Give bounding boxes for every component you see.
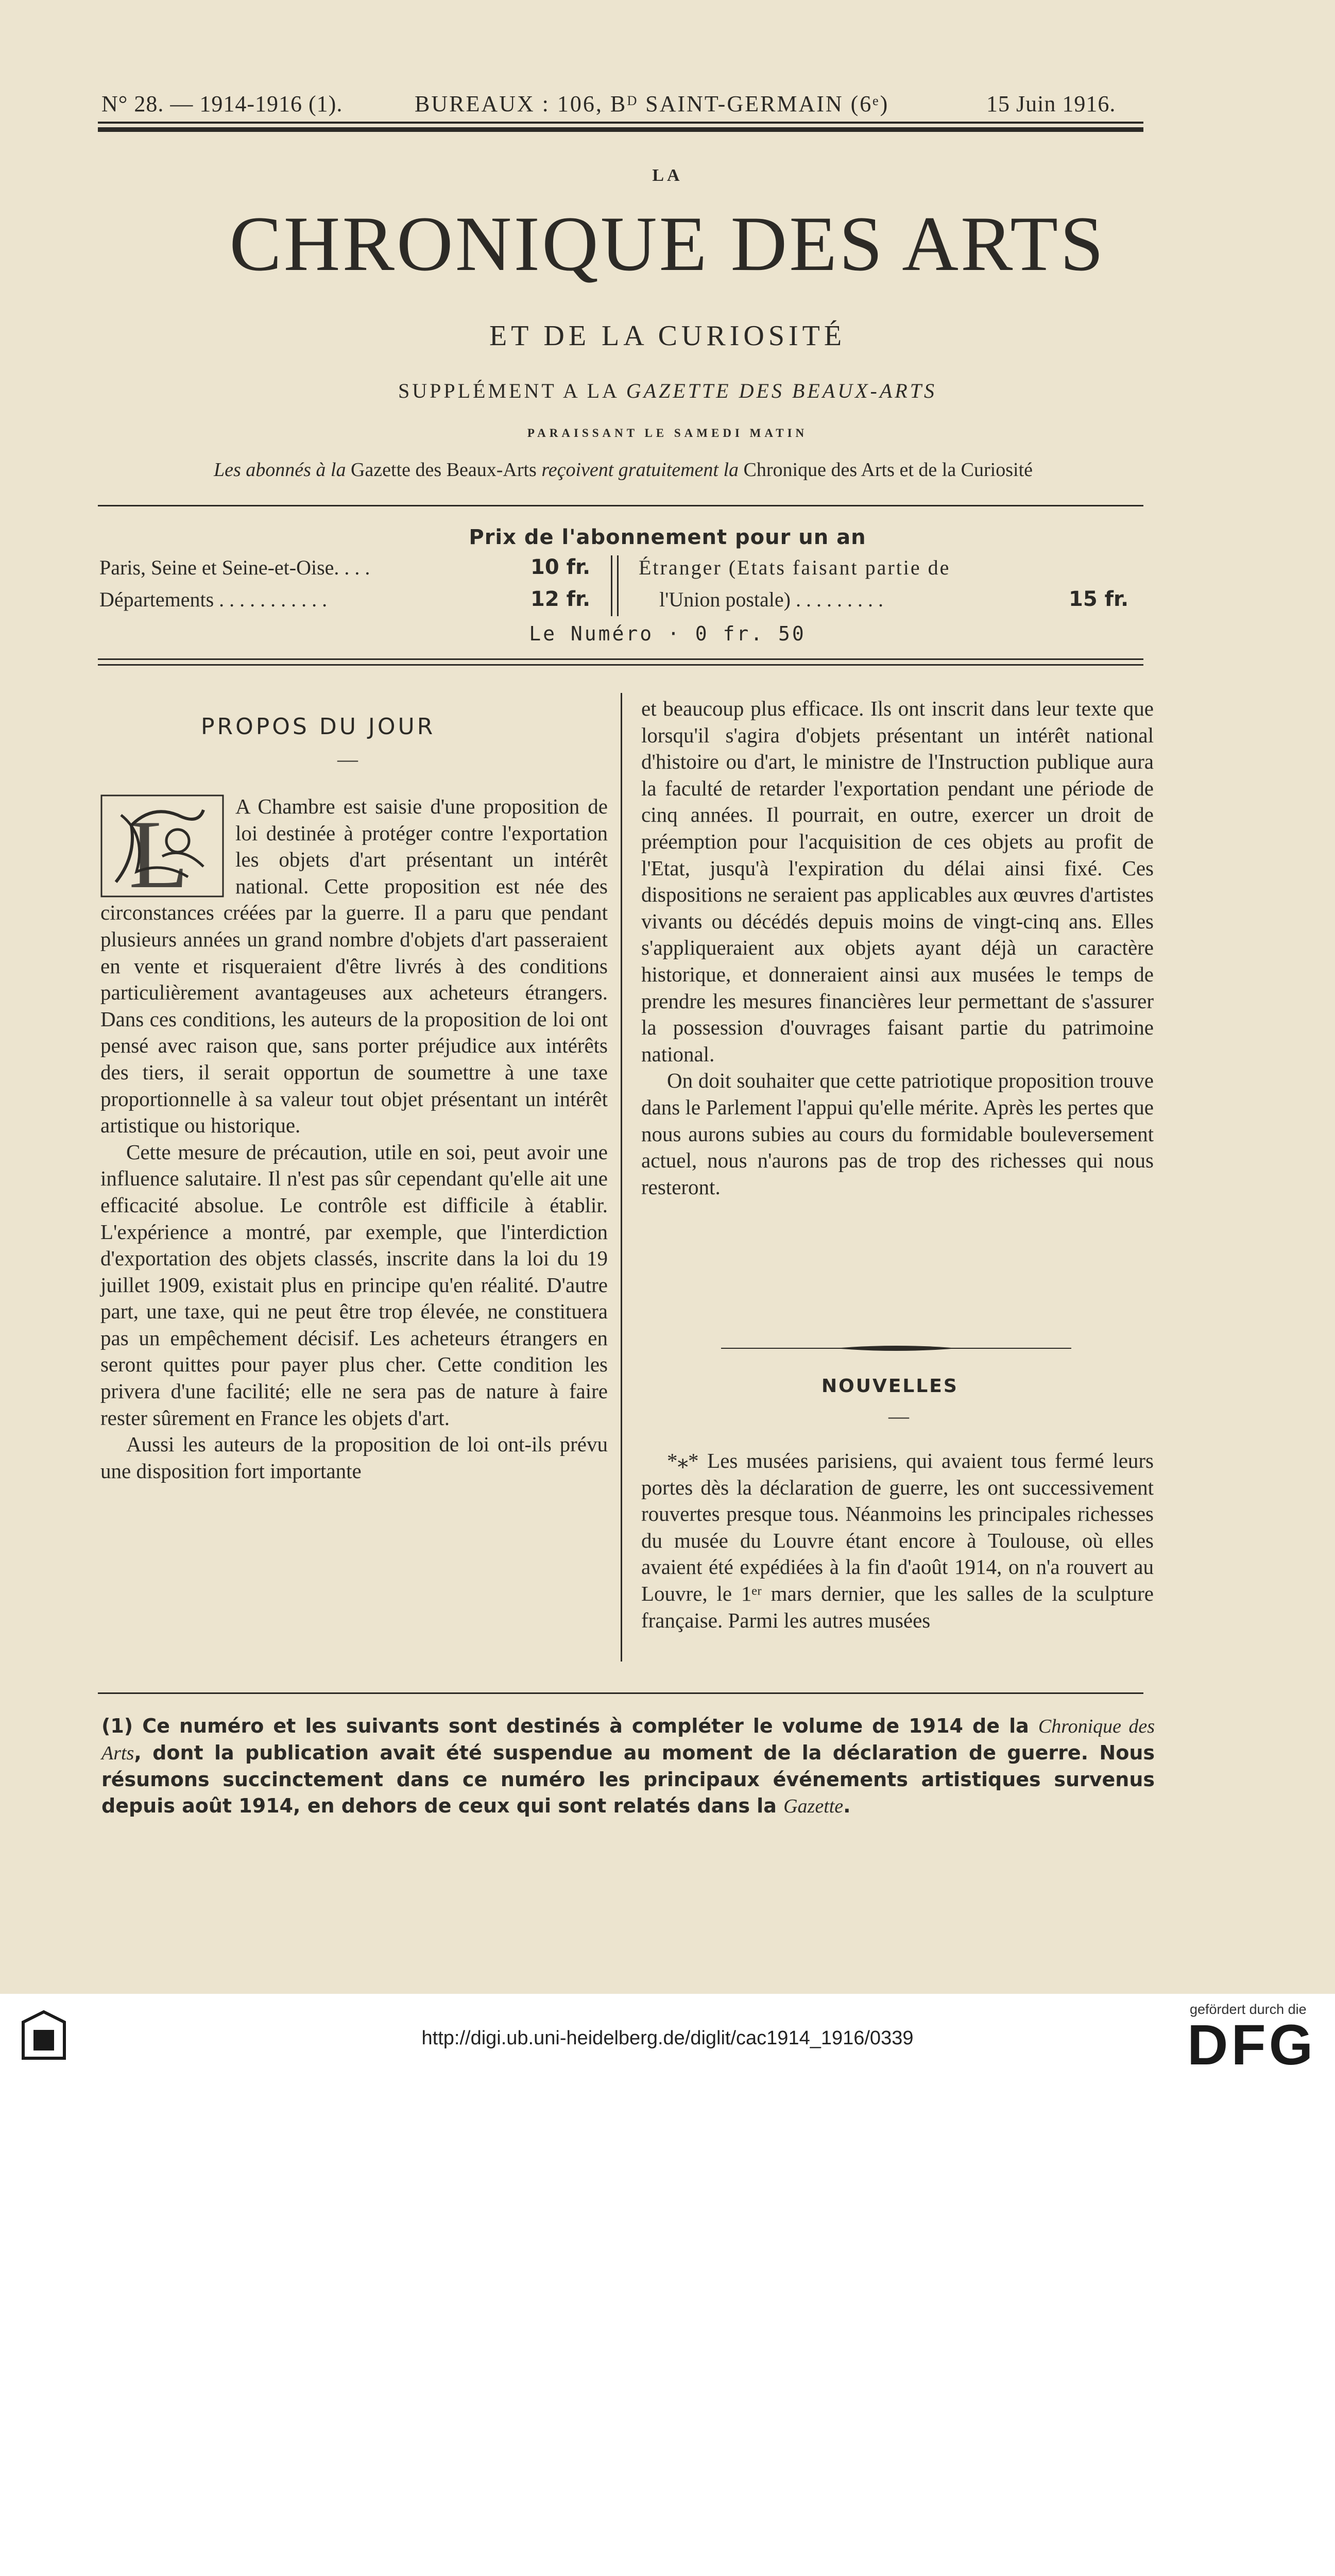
funding-caption: gefördert durch die	[1190, 2002, 1307, 2017]
subscription-etranger-line1: Étranger (Etats faisant partie de	[639, 556, 951, 579]
footnote-chronique: Chronique des Arts	[101, 1716, 1155, 1764]
subscription-etranger-label: l'Union postale) . . . . . . . . .	[659, 588, 883, 611]
propos-dash: —	[337, 748, 358, 771]
footnote-part-1: (1) Ce numéro et les suivants sont destinés à compléter le volume de 1914 de la	[101, 1715, 1038, 1737]
parution-line: PARAISSANT LE SAMEDI MATIN	[527, 427, 808, 439]
subscription-rule-bottom	[98, 664, 1143, 666]
permalink-url[interactable]: http://digi.ub.uni-heidelberg.de/diglit/cac1914_1916/0339	[421, 2027, 914, 2049]
nouvelles-paragraph	[641, 1448, 1154, 1634]
nouvelles-dash: —	[888, 1404, 909, 1428]
abonnes-part-1: Les abonnés à la	[213, 459, 346, 481]
propos-du-jour-title: PROPOS DU JOUR	[201, 714, 436, 740]
footnote-part-2: , dont la publication avait été suspendue au moment de la déclaration de guerre. Nous résumons succinctement dans ce numéro les principaux événements artistiques survenus depuis août 1914, en dehors de ceux qui sont relatés dans la	[101, 1741, 1155, 1817]
issue-date: 15 Juin 1916.	[986, 91, 1116, 116]
supplement-line	[0, 379, 1335, 403]
right-paragraph-1: et beaucoup plus efficace. Ils ont inscrit dans leur texte que lorsqu'il s'agira d'objets présentant un intérêt national d'histoire ou d'art, le ministre de l'Instruction publique aura la faculté de retarder l'exportation pendant une période de cinq années. Il pourrait, en outre, exercer un droit de préemption pour l'acquisition de ces objets au profit de l'Etat, jusqu'à l'expiration du délai ainsi fixé. Ces dispositions ne seraient pas applicables aux œuvres d'artistes vivants ou décédés depuis moins de vingt-cinq ans. Elles s'appliqueraient aux objets ayant déjà un caractère historique, et donneraient ainsi aux musées le temps de prendre les mesures financières leur permettant de s'assurer la possession d'ouvrages faisant partie du patrimoine national.	[641, 697, 1154, 1066]
masthead-rule	[98, 505, 1143, 506]
issue-number: N° 28. — 1914-1916 (1).	[101, 91, 343, 116]
footnote-gazette: Gazette	[783, 1795, 844, 1817]
abonnes-part-3: reçoivent gratuitement la	[541, 459, 739, 481]
ornate-initial-l-icon	[100, 794, 224, 897]
propos-paragraph-1: A Chambre est saisie d'une proposition de loi destinée à protéger contre l'exportation les objets d'art présentant un intérêt national. Cette proposition est née des circonstances créées par la guerre. Il a paru que pendant plusieurs années un grand nombre d'objets d'art passeraient en vente et risqueraient d'être livrés à des conditions particulièrement avantageuses aux acheteurs étrangers. Dans ces conditions, les auteurs de la proposition de loi ont pensé avec raison que, sans porter préjudice aux intérêts des tiers, il serait opportun de soumettre à une taxe proportionnelle à sa valeur tout objet présentant un intérêt artistique ou historique.	[100, 794, 608, 1138]
footnote-rule	[98, 1692, 1143, 1694]
single-issue-price: Le Numéro · 0 fr. 50	[529, 622, 806, 645]
digitization-footer	[0, 1994, 1335, 2089]
column-divider	[621, 693, 622, 1662]
propos-paragraph-3: Aussi les auteurs de la proposition de loi ont-ils prévu une disposition fort importante	[100, 1432, 608, 1483]
subscription-paris-price: 10 fr.	[530, 555, 591, 579]
masthead-subtitle: ET DE LA CURIOSITÉ	[489, 320, 846, 352]
dfg-logo: DFG	[1187, 2013, 1316, 2077]
ornament-icon	[721, 1345, 1071, 1352]
abonnes-part-4: Chronique des Arts et de la Curiosité	[739, 459, 1033, 481]
supplement-gazette: GAZETTE DES BEAUX-ARTS	[626, 379, 937, 402]
subscription-departements-price: 12 fr.	[530, 587, 591, 611]
header-rule-top	[98, 122, 1143, 124]
initial-letter: L	[129, 801, 189, 897]
footnote-part-3: .	[843, 1794, 851, 1817]
abonnes-part-2: Gazette des Beaux-Arts	[346, 459, 542, 481]
header-rule-bottom	[98, 127, 1143, 132]
footnote	[101, 1713, 1155, 1820]
propos-continuation	[641, 696, 1154, 1200]
bureaux-address: BUREAUX : 106, Bᴰ SAINT-GERMAIN (6ᵉ)	[415, 91, 889, 116]
subscription-departements-label: Départements . . . . . . . . . . .	[99, 588, 328, 611]
nouvelles-article	[641, 1448, 1154, 1634]
right-paragraph-2: On doit souhaiter que cette patriotique proposition trouve dans le Parlement l'appui qu'elle mérite. Après les pertes que nous aurons subies au cours du formidable bouleversement actuel, nous n'aurons pas de trop des richesses qui nous resteront.	[641, 1069, 1154, 1199]
nouvelles-stars: *⁎*	[667, 1449, 699, 1472]
propos-du-jour-article	[100, 793, 608, 1484]
subscription-divider-2	[617, 555, 619, 616]
subscription-title: Prix de l'abonnement pour un an	[469, 526, 866, 549]
supplement-prefix: SUPPLÉMENT A LA	[398, 379, 626, 402]
subscription-etranger-price: 15 fr.	[1069, 587, 1129, 611]
subscription-divider-1	[611, 555, 612, 616]
masthead-title: CHRONIQUE DES ARTS	[229, 200, 1106, 287]
nouvelles-title: NOUVELLES	[821, 1376, 959, 1397]
subscription-paris-label: Paris, Seine et Seine-et-Oise. . . .	[99, 556, 370, 579]
ornate-initial	[100, 794, 224, 897]
propos-paragraph-2: Cette mesure de précaution, utile en soi, peut avoir une influence salutaire. Il n'est pas sûr cependant qu'elle ait une efficacité absolue. Le contrôle est difficile à établir. L'expérience a montré, par exemple, que l'interdiction d'exportation des objets classés, inscrite dans la loi du 19 juillet 1909, existait plus en principe qu'en réalité. D'autre part, une taxe, qui ne peut être trop élevée, ne constituera pas un empêchement décisif. Les acheteurs étrangers en seront quittes pour payer plus cher. Cette condition les privera d'une facilité; elle ne sera pas de nature à faire rester sûrement en France les objets d'art.	[100, 1140, 608, 1430]
subscription-rule-top	[98, 658, 1143, 660]
abonnes-line	[98, 459, 1149, 481]
nouvelles-text: Les musées parisiens, qui avaient tous fermé leurs portes dès la déclaration de guerre, les ont successivement rouvertes presque tous. Néanmoins les principales richesses du musée du Louvre étant encore à Toulouse, où elles avaient été expédiées à la fin d'août 1914, on n'a rouvert au Louvre, le 1ᵉʳ mars dernier, que les salles de la sculpture française. Parmi les autres musées	[641, 1449, 1154, 1632]
ornamental-divider	[721, 1345, 1071, 1352]
masthead-article: LA	[652, 166, 683, 185]
